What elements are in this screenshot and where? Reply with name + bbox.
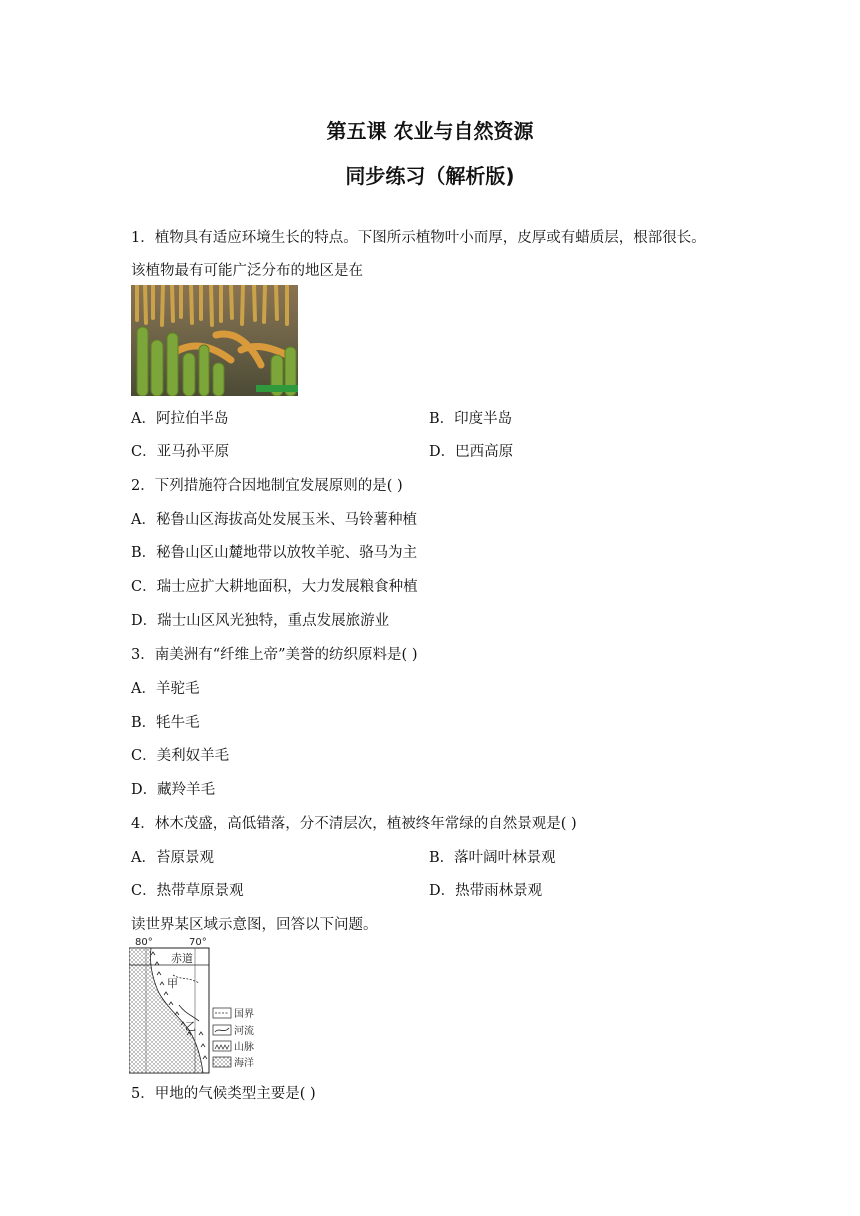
q1-option-a: A．阿拉伯半岛: [131, 411, 229, 427]
cactus-photo: [131, 285, 298, 396]
q1-option-b: B．印度半岛: [429, 411, 513, 427]
q3-option-b: B．牦牛毛: [131, 715, 200, 731]
legend-mountain-label: 山脉: [234, 1042, 254, 1053]
q3-option-d: D．藏羚羊毛: [131, 782, 216, 798]
q2-stem: 2．下列措施符合因地制宜发展原则的是( ): [131, 478, 403, 494]
q1-stem-line1: 1．植物具有适应环境生长的特点。下图所示植物叶小而厚，皮厚或有蜡质层，根部很长。: [131, 230, 706, 246]
q3-stem: 3．南美洲有“纤维上帝”美誉的纺织原料是( ): [131, 647, 418, 663]
place-yi-label: 乙: [185, 1020, 196, 1033]
q5-stem: 5．甲地的气候类型主要是( ): [131, 1086, 316, 1102]
q4-option-d: D．热带雨林景观: [429, 883, 543, 899]
region-map: [129, 935, 269, 1075]
place-jia-label: 甲: [167, 977, 178, 990]
lon-70-label: 70°: [189, 937, 207, 948]
q2-option-c: C．瑞士应扩大耕地面积，大力发展粮食种植: [131, 579, 418, 595]
q4-option-b: B．落叶阔叶林景观: [429, 850, 556, 866]
legend-river-label: 河流: [234, 1026, 254, 1037]
q2-option-a: A．秘鲁山区海拔高处发展玉米、马铃薯种植: [131, 512, 417, 528]
q4-stem: 4．林木茂盛，高低错落，分不清层次，植被终年常绿的自然景观是( ): [131, 816, 577, 832]
q3-option-c: C．美利奴羊毛: [131, 748, 230, 764]
page-subtitle: 同步练习（解析版): [345, 164, 515, 188]
q3-option-a: A．羊驼毛: [131, 681, 200, 697]
q2-option-d: D．瑞士山区风光独特，重点发展旅游业: [131, 613, 390, 629]
lon-80-label: 80°: [135, 937, 153, 948]
equator-label: 赤道: [171, 952, 193, 965]
q2-option-b: B．秘鲁山区山麓地带以放牧羊驼、骆马为主: [131, 545, 418, 561]
map-intro: 读世界某区域示意图，回答以下问题。: [131, 917, 378, 933]
legend-ocean-label: 海洋: [234, 1058, 254, 1069]
q4-option-c: C．热带草原景观: [131, 883, 244, 899]
q1-stem-line2: 该植物最有可能广泛分布的地区是在: [131, 263, 363, 279]
legend-border-label: 国界: [234, 1009, 254, 1020]
q1-option-c: C．亚马孙平原: [131, 444, 230, 460]
q4-option-a: A．苔原景观: [131, 850, 214, 866]
map-legend: [213, 1008, 254, 1069]
page-title: 第五课 农业与自然资源: [326, 119, 534, 143]
q1-option-d: D．巴西高原: [429, 444, 514, 460]
